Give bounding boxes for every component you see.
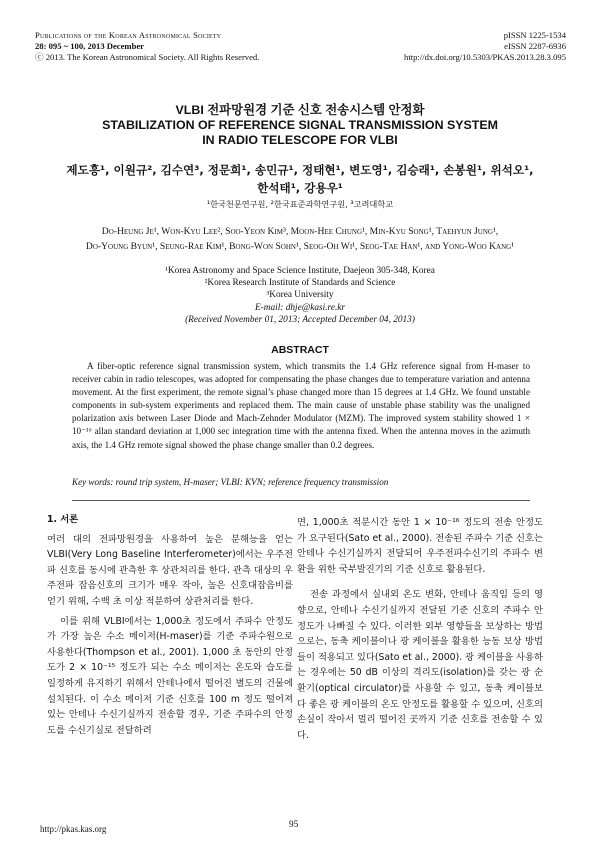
abstract-heading: ABSTRACT: [271, 344, 329, 356]
korean-affiliations: ¹한국천문연구원, ²한국표준과학연구원, ³고려대학교: [206, 199, 394, 209]
korean-authors: [40, 161, 560, 197]
affiliation-1: ¹Korea Astronomy and Space Science Institute, Daejeon 305-348, Korea: [165, 266, 435, 276]
english-title-line-1: STABILIZATION OF REFERENCE SIGNAL TRANSMISSION SYSTEM: [102, 118, 498, 132]
english-authors-line-2: Do-Young Byun¹, Seung-Rae Kim¹, Bong-Won Sohn¹, Seog-Oh Wi¹, Seog-Tae Han¹, and Yong-Woo Kang¹: [85, 241, 515, 252]
korean-authors-line-1: 제도흥¹, 이원규², 김수연³, 정문희¹, 송민규¹, 정태현¹, 변도영¹, 김승래¹, 손봉원¹, 위석오¹,: [66, 163, 534, 177]
abstract-divider: [72, 500, 530, 501]
affiliations: [40, 265, 560, 326]
abstract-text: A fiber-optic reference signal transmission system, which transmits the 1.4 GHz reference signal from H-maser to receiver cabin in radio telescopes, was adopted for compensating the phase changes due to temperature variation and antenna movement. At the first experiment, the remote signal’s phase changed more than 15 degrees at 1.4 GHz. We found unstable components in sub-system experiments and replaced them. The main cause of unstable phase stability was the unaligned polarization axis between Laser Diode and Mach-Zehnder Modulator (MZM). The improved system stability showed 1 × 10⁻¹⁶ allan standard deviation at 1,000 sec integration time with the antenna fixed. When the antenna moves in the azimuth axis, the 1.4 GHz remote signal showed the phase change smaller than 0.2 degrees.: [72, 361, 530, 450]
english-authors-line-1: Do-Heung Je¹, Won-Kyu Lee², Soo-Yeon Kim³, Moon-Hee Chung¹, Min-Kyu Song¹, Taehyun Jung¹,: [101, 226, 499, 237]
body-left-column: [47, 512, 293, 738]
footer-url[interactable]: http://pkas.kas.org: [40, 824, 107, 834]
volume-line: 28: 095 ~ 100, 2013 December: [35, 41, 144, 51]
paragraph: 이를 위해 VLBI에서는 1,000초 정도에서 주파수 안정도가 가장 높은 수소 메이저(H-maser)를 기준 주파수원으로 사용한다(Thompson et al., 2001). 1,000 초 동안의 안정도가 2 × 10⁻¹⁵ 정도가 되는 수소 메이저는 온도와 습도를 일정하게 유지하기 위해서 안테나에서 떨어진 별도의 건물에 설치된다. 이 수소 메이저 기준 신호를 100 m 정도 떨어져 있는 안테나 수신기실까지 전송할 경우, 기준 주파수의 안정도를 수신기실로 전달하려: [47, 615, 293, 736]
received-dates: (Received November 01, 2013; Accepted December 04, 2013): [185, 314, 415, 325]
pissn: pISSN 1225-1534: [503, 30, 566, 40]
paragraph: 면, 1,000초 적분시간 동안 1 × 10⁻¹⁶ 정도의 전송 안정도가 요구된다(Sato et al., 2000). 전송된 주파수 기준 신호는 안테나 수신기실까지 전달되어 우주전파수신기의 주파수 변환을 위한 국부발진기의 기준 신호로 활용된다.: [297, 517, 543, 575]
keywords: Key words: round trip system, H-maser; VLBI: KVN; reference frequency transmission: [72, 477, 389, 487]
english-authors: [40, 224, 560, 254]
paragraph: 여러 대의 전파망원경을 사용하여 높은 분해능을 얻는 VLBI(Very Long Baseline Interferometer)에서는 우주전파 신호를 동시에 관측한 후 상관처리를 한다. 관측 대상의 우주전파 잡음신호의 크기가 매우 작아, 높은 신호대잡음비를 얻기 위해, 수백 초 이상 적분하여 상관처리를 한다.: [47, 533, 293, 607]
page-number: 95: [289, 820, 299, 830]
korean-title: VLBI 전파망원경 기준 신호 전송시스템 안정화: [175, 103, 425, 117]
journal-header-right: [316, 30, 566, 63]
affiliation-3: ³Korea University: [266, 290, 334, 301]
copyright-line: ⓒ 2013. The Korean Astronomical Society. All Rights Reserved.: [35, 52, 260, 62]
eissn: eISSN 2287-6936: [504, 41, 566, 51]
section-heading: 1. 서론: [47, 514, 79, 525]
paragraph: 전송 과정에서 실내외 온도 변화, 안테나 움직임 등의 영향으로, 안테나 수신기실까지 전달된 기준 신호의 주파수 안정도가 나빠질 수 있다. 이러한 외부 영향들을 보상하는 방법으로는, 동축 케이블이나 광 케이블을 활용한 능동 보상 방법들이 적용되고 있다(Sato et al., 2000). 광 케이블을 사용하는 경우에는 50 dB 이상의 격리도(isolation)를 갖는 광 순환기(optical circulator)를 사용할 수 있고, 동축 케이블보다 좋은 광 케이블의 온도 안정도를 활용할 수 있으며, 신호의 손실이 작아서 멀리 떨어진 곳까지 기준 신호를 전송할 수 있다.: [297, 589, 543, 741]
body-right-column: [297, 515, 543, 743]
affiliation-2: ²Korea Research Institute of Standards and Science: [204, 278, 396, 289]
korean-authors-line-2: 한석태¹, 강용우¹: [257, 181, 343, 195]
journal-name: Publications of the Korean Astronomical Society: [35, 30, 222, 40]
email[interactable]: E-mail: dhje@kasi.re.kr: [254, 302, 346, 313]
english-title-line-2: IN RADIO TELESCOPE FOR VLBI: [202, 133, 398, 147]
doi-link[interactable]: http://dx.doi.org/10.5303/PKAS.2013.28.3.095: [404, 52, 566, 62]
